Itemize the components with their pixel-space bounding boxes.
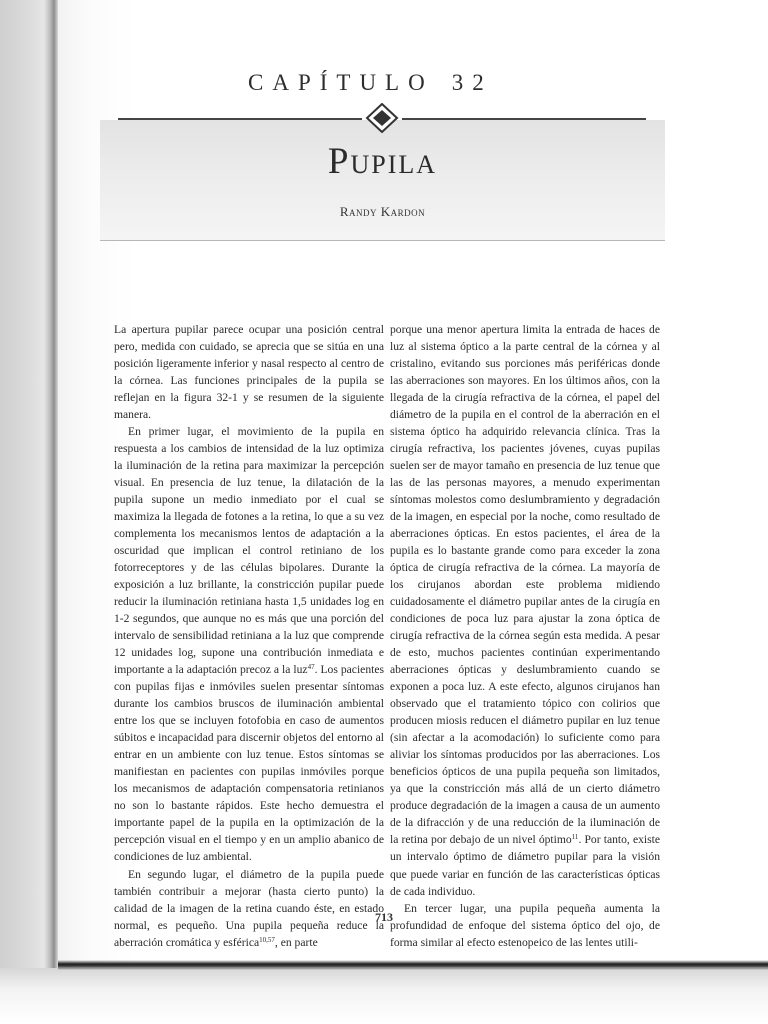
paragraph: En segundo lugar, el diámetro de la pupila puede también contribuir a mejorar (hasta cierto punto) la calidad de la imagen de la retina cuando éste, en estado normal, es pequeño. Una pupila pequeña reduce la aberración cromática y esférica$^{10,57}$, en parte [114, 867, 384, 949]
ornament-rule-left [118, 118, 362, 120]
text-column-right [390, 321, 660, 951]
scan-bottom-edge [0, 968, 768, 1024]
paragraph: La apertura pupilar parece ocupar una posición central pero, medida con cuidado, se aprecia que se sitúa en una posición ligeramente inferior y nasal respecto al centro de la córnea. Las funciones principales de la pupila se reflejan en la figura 32-1 y se resumen de la siguiente manera. [114, 323, 384, 422]
paragraph: En primer lugar, el movimiento de la pupila en respuesta a los cambios de intensidad de la luz optimiza la iluminación de la retina para maximizar la percepción visual. En presencia de luz tenue, la dilatación de la pupila supone un medio inmediato por el cual se maximiza la llegada de fotones a la retina, lo que a su vez complementa los mecanismos lentos de adaptación a la oscuridad que implican el control retiniano de los fotorreceptores y de las células bipolares. Durante la exposición a luz brillante, la constricción pupilar puede reducir la iluminación retiniana hasta 1,5 unidades log en 1-2 segundos, que aunque no es más que una porción del intervalo de sensibilidad retiniana a la luz que comprende 12 unidades log, supone una contribución inmediata e importante a la adaptación precoz a la luz$^{47}$. Los pacientes con pupilas fijas e inmóviles suelen presentar síntomas durante los cambios bruscos de iluminación ambiental entre los que se incluyen fotofobia en caso de aumentos súbitos e incapacidad para discernir objetos del entorno al entrar en un ambiente con luz tenue. Estos síntomas se manifiestan en pacientes con pupilas inmóviles porque los mecanismos de adaptación compensatoria retinianos no son lo bastante rápidos. Este hecho demuestra el importante papel de la pupila en la optimización de la percepción visual en el tiempo y en un amplio abanico de condiciones de luz ambiental. [114, 425, 384, 864]
citation: 47 [307, 663, 315, 672]
chapter-title: Pupila [327, 141, 438, 182]
text-column-left [114, 321, 384, 951]
chapter-heading [248, 70, 548, 96]
scan-dark-edge [58, 960, 768, 970]
paragraph: En tercer lugar, una pupila pequeña aumenta la profundidad de enfoque del sistema óptico del ojo, de forma similar al efecto estenopeico de las lentes utili- [390, 901, 660, 949]
diamond-ornament-icon [364, 103, 400, 133]
paragraph: porque una menor apertura limita la entrada de haces de luz al sistema óptico a la parte central de la córnea y al cristalino, evitando sus porciones más periféricas donde las aberraciones son mayores. En los últimos años, con la llegada de la cirugía refractiva de la córnea, el papel del diámetro de la pupila en el control de la aberración en el sistema óptico ha adquirido relevancia clínica. Tras la cirugía refractiva, los pacientes jóvenes, cuyas pupilas suelen ser de mayor tamaño en presencia de luz tenue que las de las personas mayores, a menudo experimentan síntomas molestos como deslumbramiento y degradación de la imagen, en especial por la noche, como resultado de aberraciones ópticas. En estos pacientes, el área de la pupila es lo bastante grande como para exceder la zona óptica de cirugía refractiva de la córnea. La mayoría de los cirujanos abordan este problema midiendo cuidadosamente el diámetro pupilar antes de la cirugía en condiciones de poca luz para ajustar la zona óptica de cirugía refractiva de la córnea según esta medida. A pesar de esto, muchos pacientes continúan experimentando aberraciones ópticas y deslumbramiento cuando se exponen a poca luz. A este efecto, algunos cirujanos han observado que el tratamiento tópico con colirios que producen miosis reducen el diámetro pupilar en luz tenue (sin afectar a la acomodación) lo suficiente como para aliviar los síntomas producidos por las aberraciones. Los beneficios ópticos de una pupila pequeña son limitados, ya que la constricción más allá de un cierto diámetro produce degradación de la imagen a causa de un aumento de la difracción y de una reducción de la iluminación de la retina por debajo de un nivel óptimo$^{11}$. Por tanto, existe un intervalo óptimo de diámetro pupilar para la visión que puede variar en función de las características ópticas de cada individuo. [390, 323, 660, 898]
ornament-rule-right [402, 118, 646, 120]
scan-binding-shadow [0, 0, 58, 1024]
citation: 10,57 [259, 935, 275, 944]
chapter-label: CAPÍTULO [248, 70, 434, 95]
page-number: 713 [375, 910, 393, 924]
author-name: Randy Kardon [339, 204, 426, 219]
citation: 11 [571, 833, 579, 842]
chapter-number: 32 [451, 70, 493, 95]
